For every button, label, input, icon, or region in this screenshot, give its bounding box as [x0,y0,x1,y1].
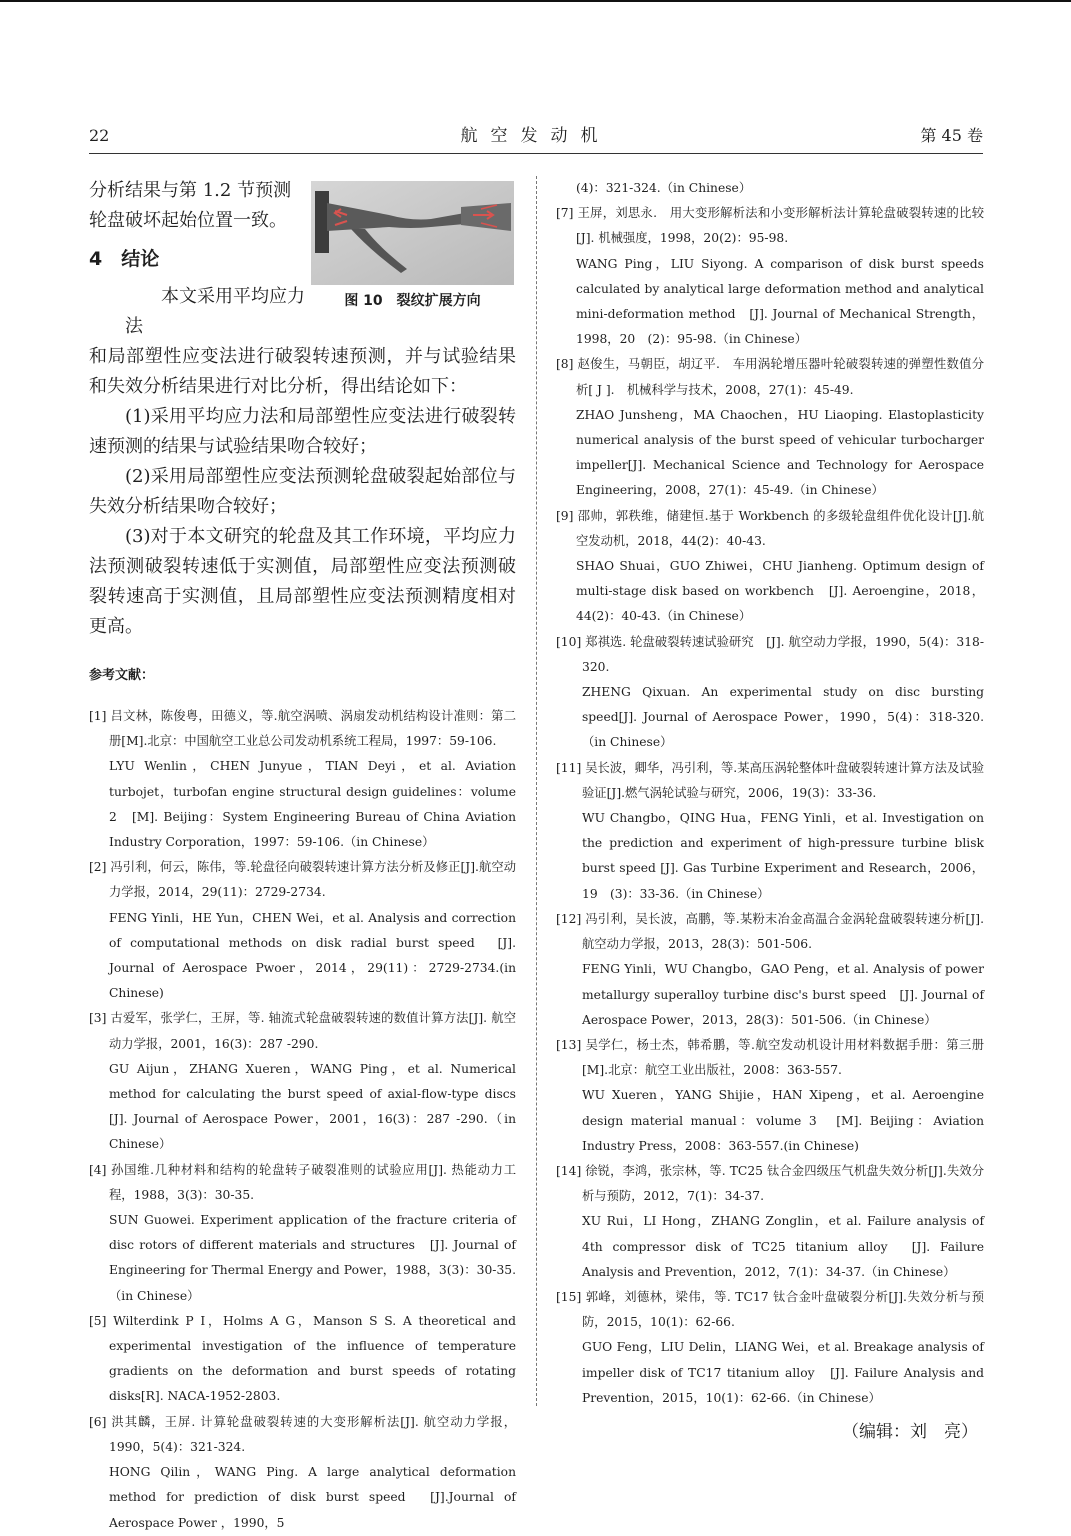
section-title: 4 结论 [89,248,160,270]
volume-label: 第 45 卷 [920,126,983,145]
reference-2: [2] 冯引利，何云，陈伟，等.轮盘径向破裂转速计算方法分析及修正[J].航空动力学报，2014，29(11)：2729-2734. FENG Yinli，HE Yun，CHEN Wei，et al. Analysis and correction of computational methods on disk radial burst speed [J]. Journal of Aerospace Pwoer，2014，29(11)：2729-2734.(in Chinese) [89,860,516,1001]
reference-5: [5] Wilterdink P I，Holms A G，Manson S S. A theoretical and experimental investigation of the influence of temperature gradients on the deformation and burst speeds of rotating disks[R]. NACA-1952-2803. [89,1313,516,1404]
reference-13: [13] 吴学仁，杨士杰，韩希鹏，等.航空发动机设计用材料数据手册：第三册[M].北京：航空工业出版社，2008：363-557. WU Xueren，YANG Shijie，HAN Xipeng，et al. Aeroengine design material manual：volume 3 [M]. Beijing：Aviation Industry Press，2008：363-557.(in Chinese) [556,1037,984,1153]
column-divider [536,176,537,1406]
reference-3: [3] 古爱军，张学仁，王屏，等. 轴流式轮盘破裂转速的数值计算方法[J]. 航空动力学报，2001，16(3)：287 -290. GU Aijun，ZHANG Xueren，WANG Ping，et al. Numerical method for calculating the burst speed of axial-flow-type discs [J]. Journal of Aerospace Power，2001，16(3)：287 -290.（in Chinese） [89,1011,529,1152]
conclusion-intro-lead: 本文采用平均应力法 [125,286,305,337]
reference-14: [14] 徐锐，李鸿，张宗林，等. TC25 钛合金四级压气机盘失效分析[J].失效分析与预防，2012，7(1)：34-37. XU Rui，LI Hong，ZHANG Zonglin，et al. Failure analysis of 4th compressor disk of TC25 titanium alloy [J]. Failure Analysis and Prevention，2012，7(1)：34-37.（in Chinese） [556,1163,984,1279]
reference-10: [10] 郑祺选. 轮盘破裂转速试验研究 [J]. 航空动力学报，1990，5(4)：318-320. ZHENG Qixuan. An experimental study on disc bursting speed[J]. Journal of Aerospace Power，1990，5(4)：318-320.（in Chinese） [556,634,984,750]
reference-8: [8] 赵俊生，马朝臣，胡辽平. 车用涡轮增压器叶轮破裂转速的弹塑性数值分析[ J ]. 机械科学与技术，2008，27(1)：45-49. ZHAO Junsheng，MA Chaochen，HU Liaoping. Elastoplasticity numerical analysis of the burst speed of vehicular turbocharger impeller[J]. Mechanical Science and Technology for Aerospace Engineering，2008，27(1)：45-49.（in Chinese） [556,357,984,498]
references-title: 参考文献： [89,668,155,683]
conclusion-intro: 和局部塑性应变法进行破裂转速预测，并与试验结果和失效分析结果进行对比分析，得出结论如下： [89,346,516,397]
conclusion-1: (1)采用平均应力法和局部塑性应变法进行破裂转速预测的结果与试验结果吻合较好； [89,406,516,457]
conclusion-3: (3)对于本文研究的轮盘及其工作环境，平均应力法预测破裂转速低于实测值，局部塑性应变法预测破裂转速高于实测值，且局部塑性应变法预测精度相对更高。 [89,526,516,637]
reference-9: [9] 邵帅，郭秩维，储建恒.基于 Workbench 的多级轮盘组件优化设计[J].航空发动机，2018，44(2)：40-43. SHAO Shuai，GUO Zhiwei，CHU Jianheng. Optimum design of multi-stage disk based on workbench [J]. Aeroengine，2018，44(2)：40-43.（in Chinese） [556,508,984,624]
figure-caption: 图 10 裂纹扩展方向 [344,293,481,309]
reference-6-continuation: (4)：321-324.（in Chinese） [576,181,752,195]
conclusion-2: (2)采用局部塑性应变法预测轮盘破裂起始部位与失效分析结果吻合较好； [89,466,516,517]
header-rule [89,153,983,154]
reference-7: [7] 王屏，刘思永. 用大变形解析法和小变形解析法计算轮盘破裂转速的比较[J]. 机械强度，1998，20(2)：95-98. WANG Ping，LIU Siyong. A comparison of disk burst speeds calculated by analytical large deformation method and analytical mini-deformation method [J]. Journal of Mechanical Strength，1998，20 (2)：95-98.（in Chinese） [556,206,984,347]
reference-4: [4] 孙国维.几种材料和结构的轮盘转子破裂准则的试验应用[J]. 热能动力工程，1988，3(3)：30-35. SUN Guowei. Experiment application of the fracture criteria of disc rotors of different materials and structures [J]. Journal of Engineering for Thermal Energy and Power，1988，3(3)：30-35.（in Chinese） [89,1162,516,1303]
reference-12: [12] 冯引利，吴长波，高鹏，等.某粉末冶金高温合金涡轮盘破裂转速分析[J].航空动力学报，2013，28(3)：501-506. FENG Yinli，WU Changbo，GAO Peng，et al. Analysis of power metallurgy superalloy turbine disc's burst speed [J]. Journal of Aerospace Power，2013，28(3)：501-506.（in Chinese） [556,911,984,1027]
editor-note: （编辑：刘 亮） [842,1421,978,1442]
intro-line-2: 轮盘破坏起始位置一致。 [89,210,287,231]
intro-line-1: 分析结果与第 1.2 节预测 [89,180,292,201]
reference-6: [6] 洪其麟，王屏. 计算轮盘破裂转速的大变形解析法[J]. 航空动力学报，1990，5(4)：321-324. HONG Qilin，WANG Ping. A large analytical deformation method for prediction of disk burst speed [J].Journal of Aerospace Power ，1990，5 [89,1414,516,1530]
reference-15: [15] 郭峰，刘德林，梁伟，等. TC17 钛合金叶盘破裂分析[J].失效分析与预防，2015，10(1)：62-66. GUO Feng，LIU Delin，LIANG Wei，et al. Breakage analysis of impeller disk of TC17 titanium alloy [J]. Failure Analysis and Prevention，2015，10(1)：62-66.（in Chinese） [556,1289,984,1405]
page-number: 22 [89,126,110,145]
left-column [89,176,529,1536]
journal-title: 航空发动机 [460,126,611,146]
right-column [556,176,984,1447]
reference-11: [11] 吴长波，卿华，冯引利，等.某高压涡轮整体叶盘破裂转速计算方法及试验验证[J].燃气涡轮试验与研究，2006，19(3)：33-36. WU Changbo，QING Hua，FENG Yinli，et al. Investigation on the prediction and experiment of high-pressure turbine blisk burst speed [J]. Gas Turbine Experiment and Research，2006，19 (3)：33-36.（in Chinese） [556,760,984,901]
top-border [0,0,1071,2]
reference-1: [1] 吕文林，陈俊粤，田德义，等.航空涡喷、涡扇发动机结构设计准则：第二册[M].北京：中国航空工业总公司发动机系统工程局，1997：59-106. LYU Wenlin，CHEN Junyue，TIAN Deyi，et al. Aviation turbojet，turbofan engine structural design guidelines：volume 2 [M]. Beijing：System Engineering Bureau of China Aviation Industry Corporation，1997：59-106.（in Chinese） [89,709,516,850]
